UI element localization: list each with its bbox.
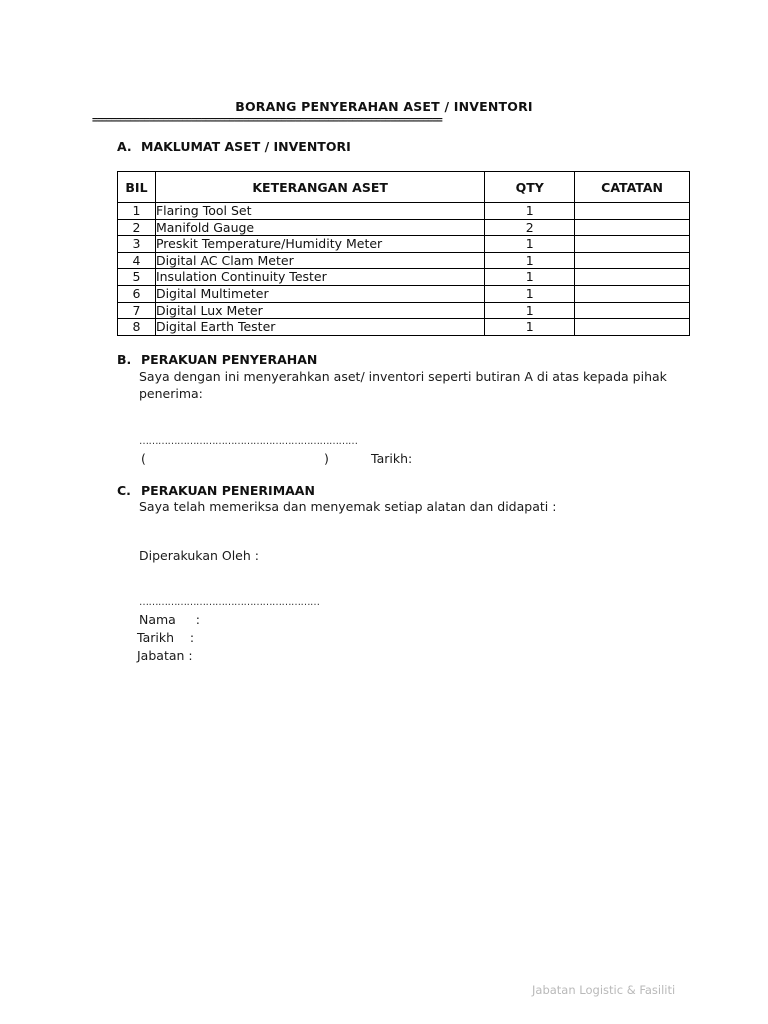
asset-quantity: 2	[485, 219, 575, 236]
asset-quantity: 1	[485, 236, 575, 253]
row-number: 7	[118, 302, 156, 319]
handover-date-label: Tarikh:	[371, 451, 413, 466]
asset-quantity: 1	[485, 203, 575, 220]
section-c-letter: C.	[117, 483, 131, 498]
asset-notes	[575, 285, 690, 302]
section-b-letter: B.	[117, 352, 132, 367]
table-row	[118, 269, 690, 286]
acceptance-signature-line: …………………………………………………	[139, 597, 320, 608]
form-title: BORANG PENYERAHAN ASET / INVENTORI	[235, 99, 533, 114]
handover-statement-line1: Saya dengan ini menyerahkan aset/ inventori seperti butiran A di atas kepada pihak	[139, 369, 667, 384]
row-number: 3	[118, 236, 156, 253]
department-label: Jabatan :	[137, 648, 193, 663]
asset-description: Insulation Continuity Tester	[155, 269, 484, 286]
asset-quantity: 1	[485, 285, 575, 302]
table-row	[118, 302, 690, 319]
section-b-title: PERAKUAN PENYERAHAN	[141, 352, 318, 367]
footer-department: Jabatan Logistic & Fasiliti	[532, 983, 676, 997]
row-number: 8	[118, 319, 156, 336]
title-underline: ==========================================================================	[92, 115, 442, 126]
row-number: 2	[118, 219, 156, 236]
table-header-row	[118, 172, 690, 203]
asset-notes	[575, 319, 690, 336]
asset-quantity: 1	[485, 269, 575, 286]
asset-quantity: 1	[485, 319, 575, 336]
asset-notes	[575, 219, 690, 236]
date-label: Tarikh :	[137, 630, 195, 645]
table-row	[118, 285, 690, 302]
certified-by-label: Diperakukan Oleh :	[139, 548, 259, 563]
handover-statement-line2: penerima:	[139, 386, 203, 401]
asset-quantity: 1	[485, 252, 575, 269]
column-header-description: KETERANGAN ASET	[155, 172, 484, 203]
table-row	[118, 252, 690, 269]
section-a-title: MAKLUMAT ASET / INVENTORI	[141, 139, 351, 154]
asset-description: Flaring Tool Set	[155, 203, 484, 220]
acceptance-statement: Saya telah memeriksa dan menyemak setiap alatan dan didapati :	[139, 499, 557, 514]
name-label: Nama :	[139, 612, 200, 627]
asset-notes	[575, 236, 690, 253]
asset-notes	[575, 269, 690, 286]
table-row	[118, 236, 690, 253]
table-row	[118, 219, 690, 236]
row-number: 1	[118, 203, 156, 220]
column-header-bil: BIL	[118, 172, 156, 203]
asset-quantity: 1	[485, 302, 575, 319]
asset-notes	[575, 302, 690, 319]
open-parenthesis: (	[141, 451, 146, 466]
asset-description: Digital Lux Meter	[155, 302, 484, 319]
handover-signature-line: ……………………………………………………………	[139, 436, 358, 447]
section-c-heading	[117, 483, 315, 498]
asset-description: Digital AC Clam Meter	[155, 252, 484, 269]
row-number: 6	[118, 285, 156, 302]
asset-description: Digital Earth Tester	[155, 319, 484, 336]
column-header-qty: QTY	[485, 172, 575, 203]
row-number: 5	[118, 269, 156, 286]
asset-table	[117, 171, 690, 336]
asset-description: Digital Multimeter	[155, 285, 484, 302]
asset-notes	[575, 203, 690, 220]
table-row	[118, 319, 690, 336]
asset-notes	[575, 252, 690, 269]
section-a-heading	[117, 139, 351, 154]
table-row	[118, 203, 690, 220]
column-header-notes: CATATAN	[575, 172, 690, 203]
section-a-letter: A.	[117, 139, 132, 154]
asset-description: Manifold Gauge	[155, 219, 484, 236]
asset-description: Preskit Temperature/Humidity Meter	[155, 236, 484, 253]
close-parenthesis: )	[324, 451, 329, 466]
section-b-heading	[117, 352, 317, 367]
row-number: 4	[118, 252, 156, 269]
section-c-title: PERAKUAN PENERIMAAN	[141, 483, 315, 498]
